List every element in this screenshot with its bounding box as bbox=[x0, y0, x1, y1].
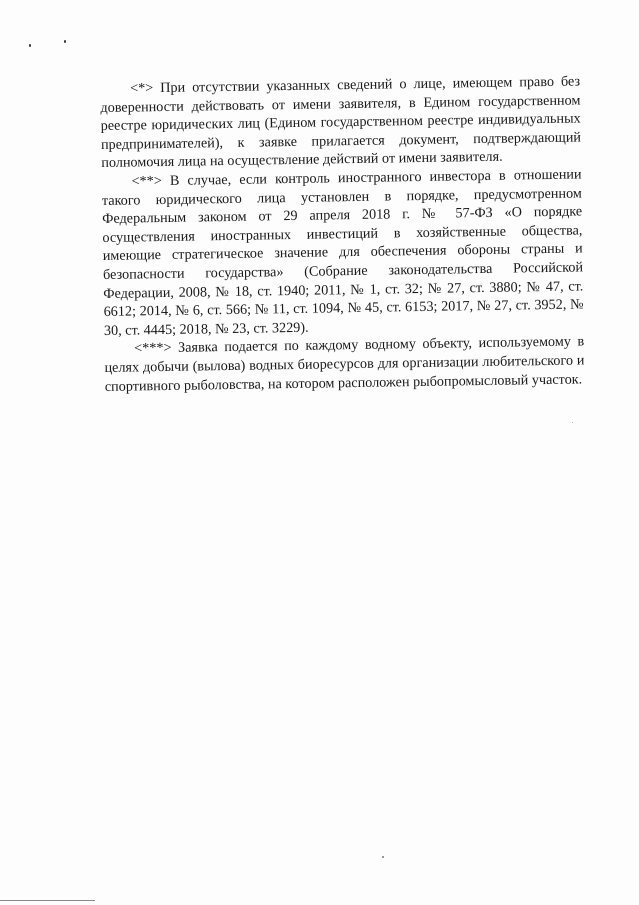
scan-speck bbox=[29, 44, 31, 47]
scan-speck bbox=[572, 422, 573, 423]
scan-speck bbox=[382, 856, 384, 858]
scan-speck bbox=[64, 40, 66, 43]
footnote-paragraph-1: <*> При отсутствии указанных сведений о лице, имеющем право без доверенности действовать от имени заявителя, в Едином государственном реестре юридических лиц (Едином государственном реестре индивидуальных предпринимателей), к заявке прилагается документ, подтверждающий полномочия лица на осуществление действий от имени заявителя. bbox=[100, 73, 582, 172]
scan-edge-line bbox=[0, 900, 95, 901]
footnote-paragraph-3: <***> Заявка подается по каждому водному объекту, используемому в целях добычи (вылова) водных биоресурсов для организации любительского и спортивного рыболовства, на котором расположен рыбопромысловый участок. bbox=[104, 333, 585, 395]
footnote-paragraph-2: <**> В случае, если контроль иностранного инвестора в отношении такого юридического лица установлен в порядке, предусмотренном Федеральным законом от 29 апреля 2018 г. № 57-ФЗ «О порядке осуществления иностранных инвестиций в хозяйственные общества, имеющие стратегическое значение для обеспечения обороны страны и безопасности государства» (Собрание законодательства Российской Федерации, 2008, № 18, ст. 1940; 2011, № 1, ст. 32; № 27, ст. 3880; № 47, ст. 6612; 2014, № 6, ст. 566; № 11, ст. 1094, № 45, ст. 6153; 2017, № 27, ст. 3952, № 30, ст. 4445; 2018, № 23, ст. 3229). bbox=[101, 166, 584, 339]
footnotes-text bbox=[100, 72, 585, 396]
